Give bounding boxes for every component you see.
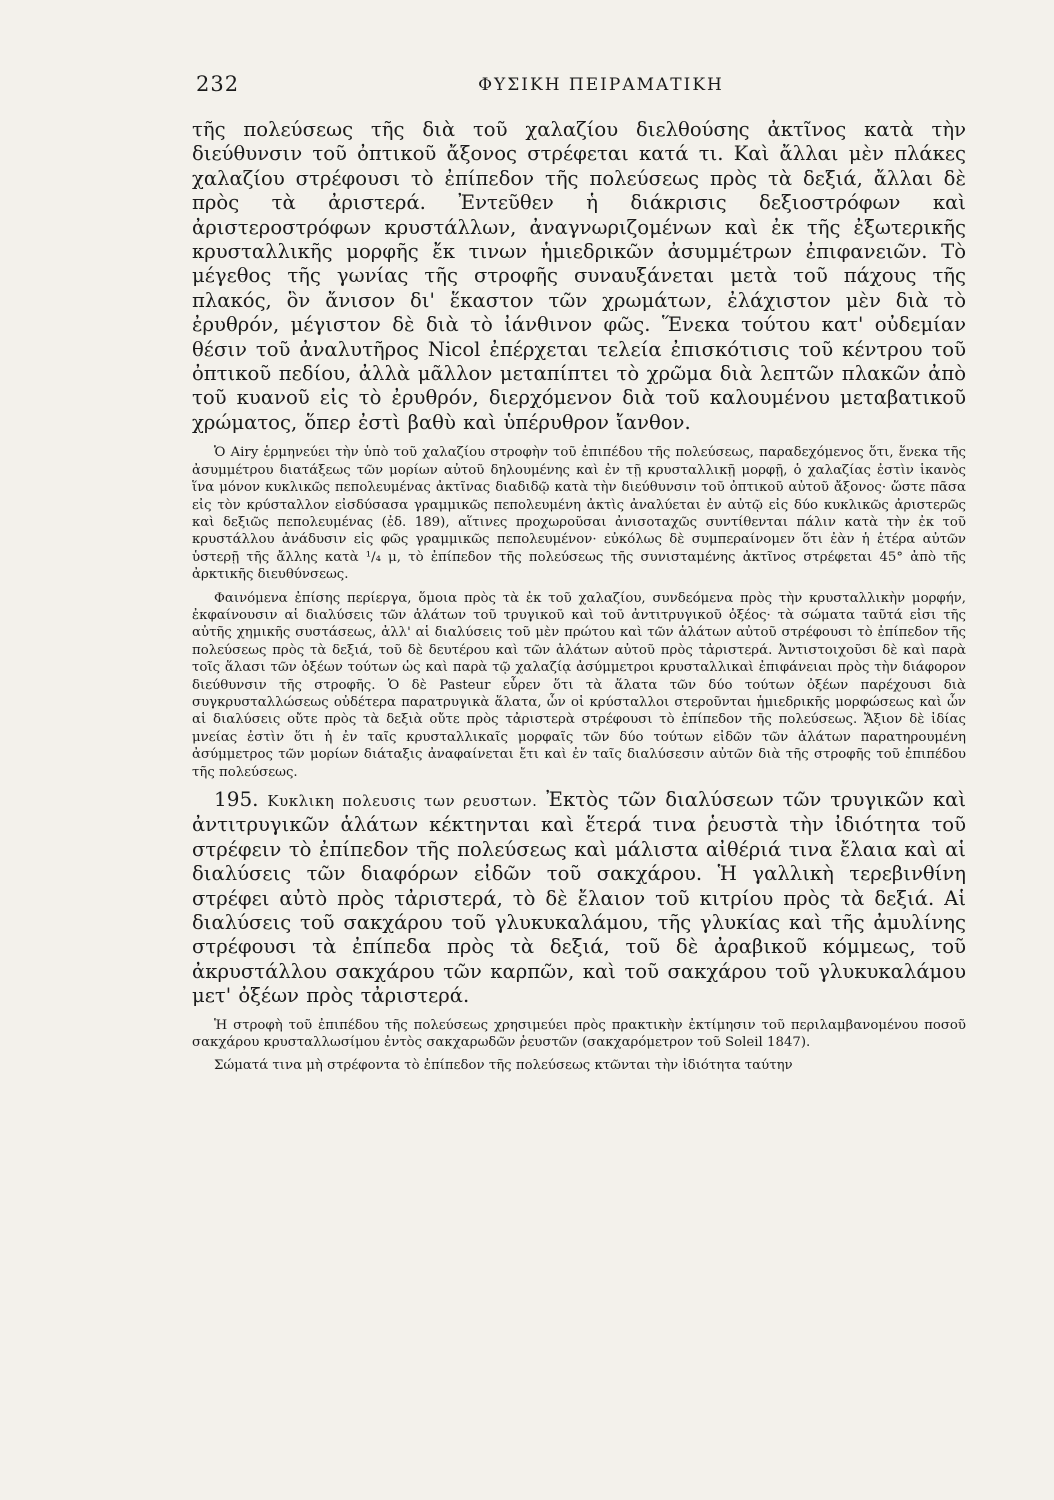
note-tartaric-salts: Φαινόμενα ἐπίσης περίεργα, ὅμοια πρὸς τὰ ἐκ τοῦ χαλαζίου, συνδεόμενα πρὸς τὴν κρυσταλλικὴν μορφήν, ἐκφαίνουσιν αἱ διαλύσεις τῶν ἁλάτων τοῦ τρυγικοῦ καὶ τοῦ ἀντιτρυγικοῦ ὀξέος· τὰ σώματα ταῦτά εἰσι τῆς αὐτῆς χημικῆς συστάσεως, ἀλλ' αἱ διαλύσεις τοῦ μὲν πρώτου καὶ τῶν ἁλάτων αὐτοῦ στρέφουσι τὸ ἐπίπεδον τῆς πολεύσεως πρὸς τὰ δεξιά, τοῦ δὲ δευτέρου καὶ τῶν ἁλάτων αὐτοῦ πρὸς τἀριστερά. Ἀντιστοιχοῦσι δὲ καὶ παρὰ τοῖς ἅλασι τῶν ὀξέων τούτων ὡς καὶ παρὰ τῷ χαλαζίᾳ ἀσύμμετροι κρυσταλλικαὶ ἐπιφάνειαι πρὸς τὴν διάφορον διεύθυνσιν τῆς στροφῆς. Ὁ δὲ Pasteur εὗρεν ὅτι τὰ ἅλατα τῶν δύο τούτων ὀξέων παρέχουσι διὰ συγκρυσταλλώσεως οὐδέτερα παρατρυγικὰ ἅλατα, ὧν οἱ κρύσταλλοι στεροῦνται ἡμιεδρικῆς μορφώσεως καὶ ὧν αἱ διαλύσεις οὔτε πρὸς τὰ δεξιὰ οὔτε πρὸς τἀριστερὰ στρέφουσι τὸ ἐπίπεδον τῆς πολεύσεως. Ἄξιον δὲ ἰδίας μνείας ἐστὶν ὅτι ἡ ἐν ταῖς κρυσταλλικαῖς μορφαῖς τῶν δύο τούτων εἰδῶν τῶν ἁλάτων παρατηρουμένη ἀσύμμετρος τῶν μορίων διάταξις ἀναφαίνεται ἔτι καὶ ἐν ταῖς διαλύσεσιν αὐτῶν διὰ τῆς στροφῆς τοῦ ἐπιπέδου τῆς πολεύσεως. bbox=[192, 590, 966, 780]
note-saccharimeter: Ἡ στροφὴ τοῦ ἐπιπέδου τῆς πολεύσεως χρησιμεύει πρὸς πρακτικὴν ἐκτίμησιν τοῦ περιλαμβανομένου ποσοῦ σακχάρου κρυσταλλωσίμου ἐντὸς σακχαρωδῶν ῥευστῶν (σακχαρόμετρον τοῦ Soleil 1847). bbox=[192, 1017, 966, 1051]
section-195-text: Ἐκτὸς τῶν διαλύσεων τῶν τρυγικῶν καὶ ἀντιτρυγικῶν ἁλάτων κέκτηνται καὶ ἕτερά τινα ῥευστὰ τὴν ἰδιότητα τοῦ στρέφειν τὸ ἐπίπεδον τῆς πολεύσεως καὶ μάλιστα αἰθέριά τινα ἔλαια καὶ αἱ διαλύσεις τῶν διαφόρων εἰδῶν τοῦ σακχάρου. Ἡ γαλλικὴ τερεβινθίνη στρέφει αὐτὸ πρὸς τἀριστερά, τὸ δὲ ἔλαιον τοῦ κιτρίου πρὸς τὰ δεξιά. Αἱ διαλύσεις τοῦ σακχάρου τοῦ γλυκυκαλάμου, τῆς γλυκίας καὶ τῆς ἀμυλίνης στρέφουσι τὰ ἐπίπεδα πρὸς τὰ δεξιά, τοῦ δὲ ἀραβικοῦ κόμμεως, τοῦ ἀκρυστάλλου σακχάρου τῶν καρπῶν, καὶ τοῦ σακχάρου τοῦ γλυκυκαλάμου μετ' ὀξέων πρὸς τἀριστερά. bbox=[192, 788, 967, 1008]
paragraph-quartz-rotation: τῆς πολεύσεως τῆς διὰ τοῦ χαλαζίου διελθούσης ἀκτῖνος κατὰ τὴν διεύθυνσιν τοῦ ὀπτικοῦ ἄξονος στρέφεται κατά τι. Καὶ ἄλλαι μὲν πλάκες χαλαζίου στρέφουσι τὸ ἐπίπεδον τῆς πολεύσεως πρὸς τὰ δεξιά, ἄλλαι δὲ πρὸς τὰ ἀριστερά. Ἐντεῦθεν ἡ διάκρισις δεξιοστρόφων καὶ ἀριστεροστρόφων κρυστάλλων, ἀναγνωριζομένων καὶ ἐκ τῆς ἐξωτερικῆς κρυσταλλικῆς μορφῆς ἔκ τινων ἡμιεδρικῶν ἀσυμμέτρων ἐπιφανειῶν. Τὸ μέγεθος τῆς γωνίας τῆς στροφῆς συναυξάνεται μετὰ τοῦ πάχους τῆς πλακός, ὃν ἄνισον δι' ἕκαστον τῶν χρωμάτων, ἐλάχιστον μὲν διὰ τὸ ἐρυθρόν, μέγιστον δὲ διὰ τὸ ἰάνθινον φῶς. Ἕνεκα τούτου κατ' οὐδεμίαν θέσιν τοῦ ἀναλυτῆρος Nicol ἐπέρχεται τελεία ἐπισκότισις τοῦ κέντρου τοῦ ὀπτικοῦ πεδίου, ἀλλὰ μᾶλλον μεταπίπτει τὸ χρῶμα διὰ λεπτῶν πλακῶν ἀπὸ τοῦ κυανοῦ εἰς τὸ ἐρυθρόν, διερχόμενον διὰ τοῦ καλουμένου μεταβατικοῦ χρώματος, ὅπερ ἐστὶ βαθὺ καὶ ὑπέρυθρον ἴανθον. bbox=[192, 118, 966, 434]
section-195-paragraph bbox=[192, 787, 966, 1009]
note-non-rotating-bodies: Σώματά τινα μὴ στρέφοντα τὸ ἐπίπεδον τῆς πολεύσεως κτῶνται τὴν ἰδιότητα ταύτην bbox=[214, 1058, 793, 1074]
page-body bbox=[192, 118, 966, 1075]
page-number: 232 bbox=[196, 72, 240, 96]
page-header bbox=[196, 72, 966, 106]
note-airy: Ὁ Airy ἑρμηνεύει τὴν ὑπὸ τοῦ χαλαζίου στροφὴν τοῦ ἐπιπέδου τῆς πολεύσεως, παραδεχόμενος ὅτι, ἕνεκα τῆς ἀσυμμέτρου διατάξεως τῶν μορίων αὐτοῦ δηλουμένης καὶ ἐν τῇ κρυσταλλικῇ μορφῇ, ὁ χαλαζίας ἐστὶν ἱκανὸς ἵνα μόνον κυκλικῶς πεπολευμένας ἀκτῖνας διαδιδῷ κατὰ τὴν διεύθυνσιν τοῦ ὀπτικοῦ αὐτοῦ ἄξονος· ὥστε πᾶσα εἰς τὸν κρύσταλλον εἰσδύσασα γραμμικῶς πεπολευμένη ἀκτὶς ἀναλύεται ἐν αὐτῷ εἰς δύο κυκλικῶς ἀριστερῶς καὶ δεξιῶς πεπολευμένας (ἐδ. 189), αἵτινες προχωροῦσαι ἀνισοταχῶς συντίθενται πάλιν κατὰ τὴν ἐκ τοῦ κρυστάλλου ἀνάδυσιν εἰς φῶς γραμμικῶς πεπολευμένον· εὐκόλως δὲ συμπεραίνομεν ὅτι ἐὰν ἡ ἑτέρα αὐτῶν ὑστερῇ τῆς ἄλλης κατὰ ¹/₄ μ, τὸ ἐπίπεδον τῆς πολεύσεως τῆς συνισταμένης ἀκτῖνος στρέφεται 45° ἀπὸ τῆς ἀρκτικῆς διευθύνσεως. bbox=[192, 445, 967, 583]
section-number: 195. bbox=[214, 787, 259, 811]
section-title: Κυκλικη πολευσις των ρευστων. bbox=[267, 792, 538, 810]
running-title: ΦΥΣΙΚΗ ΠΕΙΡΑΜΑΤΙΚΗ bbox=[478, 75, 724, 95]
